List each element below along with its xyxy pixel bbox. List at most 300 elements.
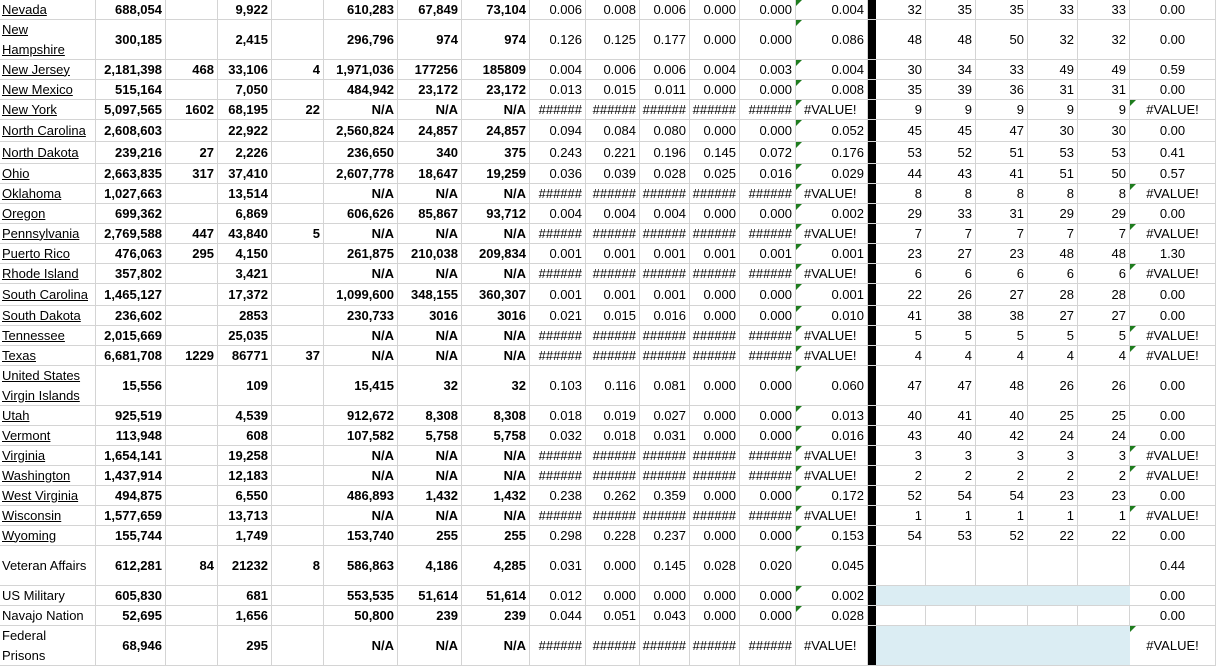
cell-t[interactable]: #VALUE!: [1130, 506, 1216, 525]
cell-j[interactable]: 0.001: [586, 284, 640, 305]
cell-e[interactable]: [272, 244, 324, 263]
cell-c[interactable]: 1602: [166, 100, 218, 119]
cell-h[interactable]: 32: [462, 366, 530, 405]
cell-t[interactable]: 0.00: [1130, 204, 1216, 223]
cell-k[interactable]: ######: [640, 446, 690, 465]
cell-p[interactable]: [926, 586, 976, 605]
cell-m[interactable]: 0.000: [740, 606, 796, 625]
cell-j[interactable]: ######: [586, 264, 640, 283]
cell-d[interactable]: 608: [218, 426, 272, 445]
cell-o[interactable]: 1: [876, 506, 926, 525]
jurisdiction-link[interactable]: Tennessee: [2, 327, 65, 343]
cell-h[interactable]: N/A: [462, 264, 530, 283]
cell-o[interactable]: 22: [876, 284, 926, 305]
cell-b[interactable]: 1,027,663: [96, 184, 166, 203]
frozen-pane-divider[interactable]: [868, 100, 876, 119]
cell-n[interactable]: 0.013: [796, 406, 868, 425]
cell-g[interactable]: 348,155: [398, 284, 462, 305]
cell-f[interactable]: 1,099,600: [324, 284, 398, 305]
frozen-pane-divider[interactable]: [868, 120, 876, 141]
cell-d[interactable]: 295: [218, 626, 272, 665]
cell-m[interactable]: ######: [740, 326, 796, 345]
cell-p[interactable]: 41: [926, 406, 976, 425]
cell-t[interactable]: 0.00: [1130, 120, 1216, 141]
cell-d[interactable]: 681: [218, 586, 272, 605]
cell-r[interactable]: 5: [1028, 326, 1078, 345]
cell-b[interactable]: 605,830: [96, 586, 166, 605]
cell-s[interactable]: [1078, 626, 1130, 665]
cell-k[interactable]: 0.237: [640, 526, 690, 545]
cell-h[interactable]: N/A: [462, 446, 530, 465]
cell-j[interactable]: ######: [586, 326, 640, 345]
cell-p[interactable]: 8: [926, 184, 976, 203]
cell-o[interactable]: 5: [876, 326, 926, 345]
cell-p[interactable]: 45: [926, 120, 976, 141]
frozen-pane-divider[interactable]: [868, 204, 876, 223]
cell-t[interactable]: 0.00: [1130, 284, 1216, 305]
cell-l[interactable]: ######: [690, 626, 740, 665]
cell-g[interactable]: N/A: [398, 446, 462, 465]
cell-c[interactable]: [166, 204, 218, 223]
cell-e[interactable]: [272, 142, 324, 163]
cell-l[interactable]: 0.000: [690, 586, 740, 605]
cell-o[interactable]: 52: [876, 486, 926, 505]
cell-r[interactable]: [1028, 606, 1078, 625]
cell-l[interactable]: 0.000: [690, 120, 740, 141]
cell-n[interactable]: #VALUE!: [796, 626, 868, 665]
cell-t[interactable]: #VALUE!: [1130, 466, 1216, 485]
cell-r[interactable]: 29: [1028, 204, 1078, 223]
cell-g[interactable]: 24,857: [398, 120, 462, 141]
cell-m[interactable]: 0.000: [740, 366, 796, 405]
cell-f[interactable]: 15,415: [324, 366, 398, 405]
cell-k[interactable]: 0.016: [640, 306, 690, 325]
cell-b[interactable]: 925,519: [96, 406, 166, 425]
cell-f[interactable]: 50,800: [324, 606, 398, 625]
cell-t[interactable]: 0.00: [1130, 606, 1216, 625]
frozen-pane-divider[interactable]: [868, 506, 876, 525]
frozen-pane-divider[interactable]: [868, 446, 876, 465]
cell-e[interactable]: [272, 626, 324, 665]
cell-h[interactable]: 1,432: [462, 486, 530, 505]
frozen-pane-divider[interactable]: [868, 184, 876, 203]
frozen-pane-divider[interactable]: [868, 346, 876, 365]
cell-l[interactable]: ######: [690, 326, 740, 345]
cell-e[interactable]: 22: [272, 100, 324, 119]
cell-b[interactable]: 1,654,141: [96, 446, 166, 465]
cell-c[interactable]: [166, 466, 218, 485]
cell-f[interactable]: N/A: [324, 224, 398, 243]
cell-p[interactable]: 38: [926, 306, 976, 325]
cell-b[interactable]: 1,577,659: [96, 506, 166, 525]
jurisdiction-link[interactable]: Pennsylvania: [2, 225, 80, 241]
cell-p[interactable]: 2: [926, 466, 976, 485]
cell-r[interactable]: 28: [1028, 284, 1078, 305]
cell-c[interactable]: [166, 326, 218, 345]
cell-q[interactable]: [976, 586, 1028, 605]
cell-i[interactable]: 0.032: [530, 426, 586, 445]
cell-q[interactable]: 7: [976, 224, 1028, 243]
jurisdiction-link[interactable]: Utah: [2, 407, 30, 423]
cell-n[interactable]: 0.029: [796, 164, 868, 183]
cell-k[interactable]: 0.043: [640, 606, 690, 625]
cell-b[interactable]: 2,769,588: [96, 224, 166, 243]
cell-d[interactable]: 2853: [218, 306, 272, 325]
cell-p[interactable]: 4: [926, 346, 976, 365]
cell-r[interactable]: 4: [1028, 346, 1078, 365]
cell-m[interactable]: 0.001: [740, 244, 796, 263]
cell-g[interactable]: 4,186: [398, 546, 462, 585]
cell-g[interactable]: 85,867: [398, 204, 462, 223]
jurisdiction-link[interactable]: North Dakota: [2, 144, 79, 160]
cell-q[interactable]: 51: [976, 142, 1028, 163]
cell-q[interactable]: 41: [976, 164, 1028, 183]
cell-p[interactable]: 54: [926, 486, 976, 505]
jurisdiction-cell[interactable]: [0, 184, 96, 203]
cell-n[interactable]: #VALUE!: [796, 184, 868, 203]
jurisdiction-cell[interactable]: [0, 142, 96, 163]
cell-c[interactable]: 447: [166, 224, 218, 243]
cell-g[interactable]: N/A: [398, 466, 462, 485]
jurisdiction-cell[interactable]: [0, 346, 96, 365]
cell-r[interactable]: 8: [1028, 184, 1078, 203]
cell-r[interactable]: 24: [1028, 426, 1078, 445]
cell-g[interactable]: 32: [398, 366, 462, 405]
cell-k[interactable]: 0.001: [640, 284, 690, 305]
cell-f[interactable]: 1,971,036: [324, 60, 398, 79]
cell-g[interactable]: N/A: [398, 626, 462, 665]
cell-i[interactable]: ######: [530, 506, 586, 525]
cell-k[interactable]: ######: [640, 184, 690, 203]
cell-q[interactable]: 9: [976, 100, 1028, 119]
cell-o[interactable]: 48: [876, 20, 926, 59]
cell-f[interactable]: 236,650: [324, 142, 398, 163]
cell-l[interactable]: ######: [690, 446, 740, 465]
cell-e[interactable]: [272, 204, 324, 223]
cell-b[interactable]: 476,063: [96, 244, 166, 263]
cell-d[interactable]: 68,195: [218, 100, 272, 119]
cell-t[interactable]: 0.00: [1130, 80, 1216, 99]
cell-h[interactable]: N/A: [462, 326, 530, 345]
cell-m[interactable]: 0.000: [740, 204, 796, 223]
cell-h[interactable]: 209,834: [462, 244, 530, 263]
cell-h[interactable]: 375: [462, 142, 530, 163]
cell-i[interactable]: 0.012: [530, 586, 586, 605]
cell-l[interactable]: 0.004: [690, 60, 740, 79]
cell-g[interactable]: N/A: [398, 100, 462, 119]
cell-m[interactable]: 0.072: [740, 142, 796, 163]
cell-j[interactable]: 0.262: [586, 486, 640, 505]
cell-n[interactable]: #VALUE!: [796, 264, 868, 283]
cell-o[interactable]: 41: [876, 306, 926, 325]
cell-g[interactable]: N/A: [398, 184, 462, 203]
cell-g[interactable]: N/A: [398, 346, 462, 365]
jurisdiction-cell[interactable]: [0, 204, 96, 223]
cell-r[interactable]: 26: [1028, 366, 1078, 405]
cell-g[interactable]: N/A: [398, 224, 462, 243]
cell-l[interactable]: 0.000: [690, 366, 740, 405]
jurisdiction-link[interactable]: Puerto Rico: [2, 245, 70, 261]
cell-j[interactable]: ######: [586, 446, 640, 465]
cell-g[interactable]: 210,038: [398, 244, 462, 263]
cell-s[interactable]: 8: [1078, 184, 1130, 203]
cell-k[interactable]: ######: [640, 466, 690, 485]
cell-o[interactable]: 43: [876, 426, 926, 445]
cell-i[interactable]: ######: [530, 346, 586, 365]
jurisdiction-link[interactable]: New York: [2, 101, 57, 117]
cell-o[interactable]: 6: [876, 264, 926, 283]
cell-n[interactable]: #VALUE!: [796, 446, 868, 465]
cell-d[interactable]: 7,050: [218, 80, 272, 99]
frozen-pane-divider[interactable]: [868, 60, 876, 79]
jurisdiction-link[interactable]: New Hampshire: [2, 21, 65, 57]
cell-p[interactable]: 47: [926, 366, 976, 405]
cell-r[interactable]: 25: [1028, 406, 1078, 425]
cell-m[interactable]: 0.000: [740, 406, 796, 425]
cell-n[interactable]: 0.001: [796, 284, 868, 305]
cell-m[interactable]: 0.000: [740, 120, 796, 141]
jurisdiction-link[interactable]: Ohio: [2, 165, 30, 181]
cell-r[interactable]: [1028, 546, 1078, 585]
cell-m[interactable]: 0.016: [740, 164, 796, 183]
frozen-pane-divider[interactable]: [868, 406, 876, 425]
jurisdiction-link[interactable]: Texas: [2, 347, 36, 363]
jurisdiction-link[interactable]: Oklahoma: [2, 185, 62, 201]
jurisdiction-cell[interactable]: [0, 244, 96, 263]
cell-i[interactable]: 0.298: [530, 526, 586, 545]
jurisdiction-link[interactable]: Wyoming: [2, 527, 57, 543]
cell-p[interactable]: 53: [926, 526, 976, 545]
cell-d[interactable]: 4,150: [218, 244, 272, 263]
cell-d[interactable]: 86771: [218, 346, 272, 365]
jurisdiction-cell[interactable]: [0, 326, 96, 345]
cell-n[interactable]: 0.028: [796, 606, 868, 625]
cell-n[interactable]: 0.002: [796, 204, 868, 223]
jurisdiction-link[interactable]: West Virginia: [2, 487, 79, 503]
cell-b[interactable]: 113,948: [96, 426, 166, 445]
cell-s[interactable]: [1078, 546, 1130, 585]
cell-i[interactable]: 0.126: [530, 20, 586, 59]
cell-h[interactable]: 185809: [462, 60, 530, 79]
cell-m[interactable]: ######: [740, 446, 796, 465]
cell-s[interactable]: 49: [1078, 60, 1130, 79]
cell-e[interactable]: [272, 406, 324, 425]
cell-n[interactable]: 0.008: [796, 80, 868, 99]
cell-r[interactable]: 30: [1028, 120, 1078, 141]
cell-i[interactable]: 0.036: [530, 164, 586, 183]
cell-e[interactable]: [272, 606, 324, 625]
cell-b[interactable]: 494,875: [96, 486, 166, 505]
cell-b[interactable]: 6,681,708: [96, 346, 166, 365]
cell-i[interactable]: ######: [530, 224, 586, 243]
cell-t[interactable]: #VALUE!: [1130, 626, 1216, 665]
cell-h[interactable]: 360,307: [462, 284, 530, 305]
cell-e[interactable]: [272, 0, 324, 19]
cell-o[interactable]: 29: [876, 204, 926, 223]
cell-c[interactable]: [166, 586, 218, 605]
cell-p[interactable]: 7: [926, 224, 976, 243]
cell-q[interactable]: 8: [976, 184, 1028, 203]
cell-h[interactable]: 255: [462, 526, 530, 545]
cell-b[interactable]: 357,802: [96, 264, 166, 283]
cell-b[interactable]: 52,695: [96, 606, 166, 625]
cell-q[interactable]: 38: [976, 306, 1028, 325]
cell-o[interactable]: 45: [876, 120, 926, 141]
cell-c[interactable]: [166, 306, 218, 325]
cell-k[interactable]: ######: [640, 264, 690, 283]
cell-q[interactable]: 23: [976, 244, 1028, 263]
frozen-pane-divider[interactable]: [868, 264, 876, 283]
cell-t[interactable]: 0.00: [1130, 306, 1216, 325]
cell-t[interactable]: #VALUE!: [1130, 346, 1216, 365]
cell-l[interactable]: ######: [690, 100, 740, 119]
cell-s[interactable]: 29: [1078, 204, 1130, 223]
cell-h[interactable]: N/A: [462, 100, 530, 119]
cell-g[interactable]: 1,432: [398, 486, 462, 505]
cell-d[interactable]: 3,421: [218, 264, 272, 283]
cell-e[interactable]: [272, 586, 324, 605]
cell-s[interactable]: 6: [1078, 264, 1130, 283]
cell-q[interactable]: 48: [976, 366, 1028, 405]
cell-l[interactable]: ######: [690, 506, 740, 525]
cell-i[interactable]: ######: [530, 466, 586, 485]
cell-s[interactable]: 53: [1078, 142, 1130, 163]
cell-t[interactable]: 0.00: [1130, 526, 1216, 545]
cell-o[interactable]: 2: [876, 466, 926, 485]
cell-c[interactable]: 1229: [166, 346, 218, 365]
cell-s[interactable]: 3: [1078, 446, 1130, 465]
cell-c[interactable]: [166, 406, 218, 425]
cell-m[interactable]: ######: [740, 346, 796, 365]
cell-s[interactable]: 25: [1078, 406, 1130, 425]
cell-r[interactable]: 32: [1028, 20, 1078, 59]
cell-e[interactable]: [272, 184, 324, 203]
cell-g[interactable]: 3016: [398, 306, 462, 325]
cell-q[interactable]: 42: [976, 426, 1028, 445]
cell-b[interactable]: 612,281: [96, 546, 166, 585]
cell-k[interactable]: 0.031: [640, 426, 690, 445]
cell-h[interactable]: 239: [462, 606, 530, 625]
cell-j[interactable]: 0.015: [586, 80, 640, 99]
cell-d[interactable]: 13,514: [218, 184, 272, 203]
cell-j[interactable]: 0.008: [586, 0, 640, 19]
cell-e[interactable]: [272, 446, 324, 465]
cell-n[interactable]: 0.086: [796, 20, 868, 59]
cell-l[interactable]: 0.000: [690, 0, 740, 19]
cell-j[interactable]: 0.018: [586, 426, 640, 445]
cell-h[interactable]: 93,712: [462, 204, 530, 223]
cell-e[interactable]: [272, 20, 324, 59]
cell-s[interactable]: 24: [1078, 426, 1130, 445]
frozen-pane-divider[interactable]: [868, 606, 876, 625]
jurisdiction-link[interactable]: North Carolina: [2, 122, 86, 138]
cell-t[interactable]: 0.00: [1130, 486, 1216, 505]
cell-b[interactable]: 2,663,835: [96, 164, 166, 183]
cell-f[interactable]: N/A: [324, 466, 398, 485]
cell-b[interactable]: 236,602: [96, 306, 166, 325]
jurisdiction-link[interactable]: New Mexico: [2, 81, 73, 97]
frozen-pane-divider[interactable]: [868, 244, 876, 263]
cell-c[interactable]: [166, 486, 218, 505]
jurisdiction-link[interactable]: Vermont: [2, 427, 51, 443]
cell-i[interactable]: ######: [530, 626, 586, 665]
cell-o[interactable]: [876, 586, 926, 605]
cell-h[interactable]: N/A: [462, 506, 530, 525]
cell-b[interactable]: 68,946: [96, 626, 166, 665]
cell-f[interactable]: 153,740: [324, 526, 398, 545]
cell-l[interactable]: ######: [690, 466, 740, 485]
cell-l[interactable]: 0.001: [690, 244, 740, 263]
cell-s[interactable]: 4: [1078, 346, 1130, 365]
cell-c[interactable]: 468: [166, 60, 218, 79]
cell-p[interactable]: 43: [926, 164, 976, 183]
cell-g[interactable]: 974: [398, 20, 462, 59]
cell-e[interactable]: [272, 306, 324, 325]
cell-p[interactable]: 39: [926, 80, 976, 99]
cell-e[interactable]: [272, 120, 324, 141]
cell-j[interactable]: 0.039: [586, 164, 640, 183]
cell-n[interactable]: 0.001: [796, 244, 868, 263]
cell-o[interactable]: 53: [876, 142, 926, 163]
cell-b[interactable]: 2,181,398: [96, 60, 166, 79]
cell-i[interactable]: 0.238: [530, 486, 586, 505]
cell-s[interactable]: 1: [1078, 506, 1130, 525]
cell-c[interactable]: [166, 526, 218, 545]
frozen-pane-divider[interactable]: [868, 224, 876, 243]
cell-m[interactable]: 0.000: [740, 486, 796, 505]
cell-s[interactable]: 32: [1078, 20, 1130, 59]
cell-r[interactable]: 23: [1028, 486, 1078, 505]
cell-j[interactable]: ######: [586, 224, 640, 243]
cell-m[interactable]: ######: [740, 224, 796, 243]
cell-f[interactable]: 486,893: [324, 486, 398, 505]
cell-p[interactable]: 52: [926, 142, 976, 163]
cell-b[interactable]: 515,164: [96, 80, 166, 99]
cell-i[interactable]: 0.013: [530, 80, 586, 99]
cell-d[interactable]: 2,415: [218, 20, 272, 59]
cell-j[interactable]: 0.006: [586, 60, 640, 79]
cell-f[interactable]: N/A: [324, 506, 398, 525]
cell-t[interactable]: 0.00: [1130, 20, 1216, 59]
cell-n[interactable]: 0.052: [796, 120, 868, 141]
cell-b[interactable]: 155,744: [96, 526, 166, 545]
frozen-pane-divider[interactable]: [868, 164, 876, 183]
jurisdiction-link[interactable]: Nevada: [2, 1, 47, 17]
cell-t[interactable]: 0.57: [1130, 164, 1216, 183]
cell-r[interactable]: 51: [1028, 164, 1078, 183]
cell-m[interactable]: 0.000: [740, 80, 796, 99]
cell-k[interactable]: ######: [640, 224, 690, 243]
cell-s[interactable]: 30: [1078, 120, 1130, 141]
cell-n[interactable]: 0.045: [796, 546, 868, 585]
cell-r[interactable]: 49: [1028, 60, 1078, 79]
cell-j[interactable]: ######: [586, 506, 640, 525]
frozen-pane-divider[interactable]: [868, 546, 876, 585]
cell-d[interactable]: 25,035: [218, 326, 272, 345]
cell-r[interactable]: 27: [1028, 306, 1078, 325]
cell-q[interactable]: [976, 626, 1028, 665]
jurisdiction-cell[interactable]: [0, 366, 96, 405]
cell-n[interactable]: 0.060: [796, 366, 868, 405]
cell-g[interactable]: 239: [398, 606, 462, 625]
cell-q[interactable]: 40: [976, 406, 1028, 425]
cell-i[interactable]: ######: [530, 446, 586, 465]
cell-f[interactable]: N/A: [324, 626, 398, 665]
cell-r[interactable]: [1028, 586, 1078, 605]
cell-c[interactable]: 295: [166, 244, 218, 263]
cell-o[interactable]: 9: [876, 100, 926, 119]
cell-o[interactable]: 3: [876, 446, 926, 465]
